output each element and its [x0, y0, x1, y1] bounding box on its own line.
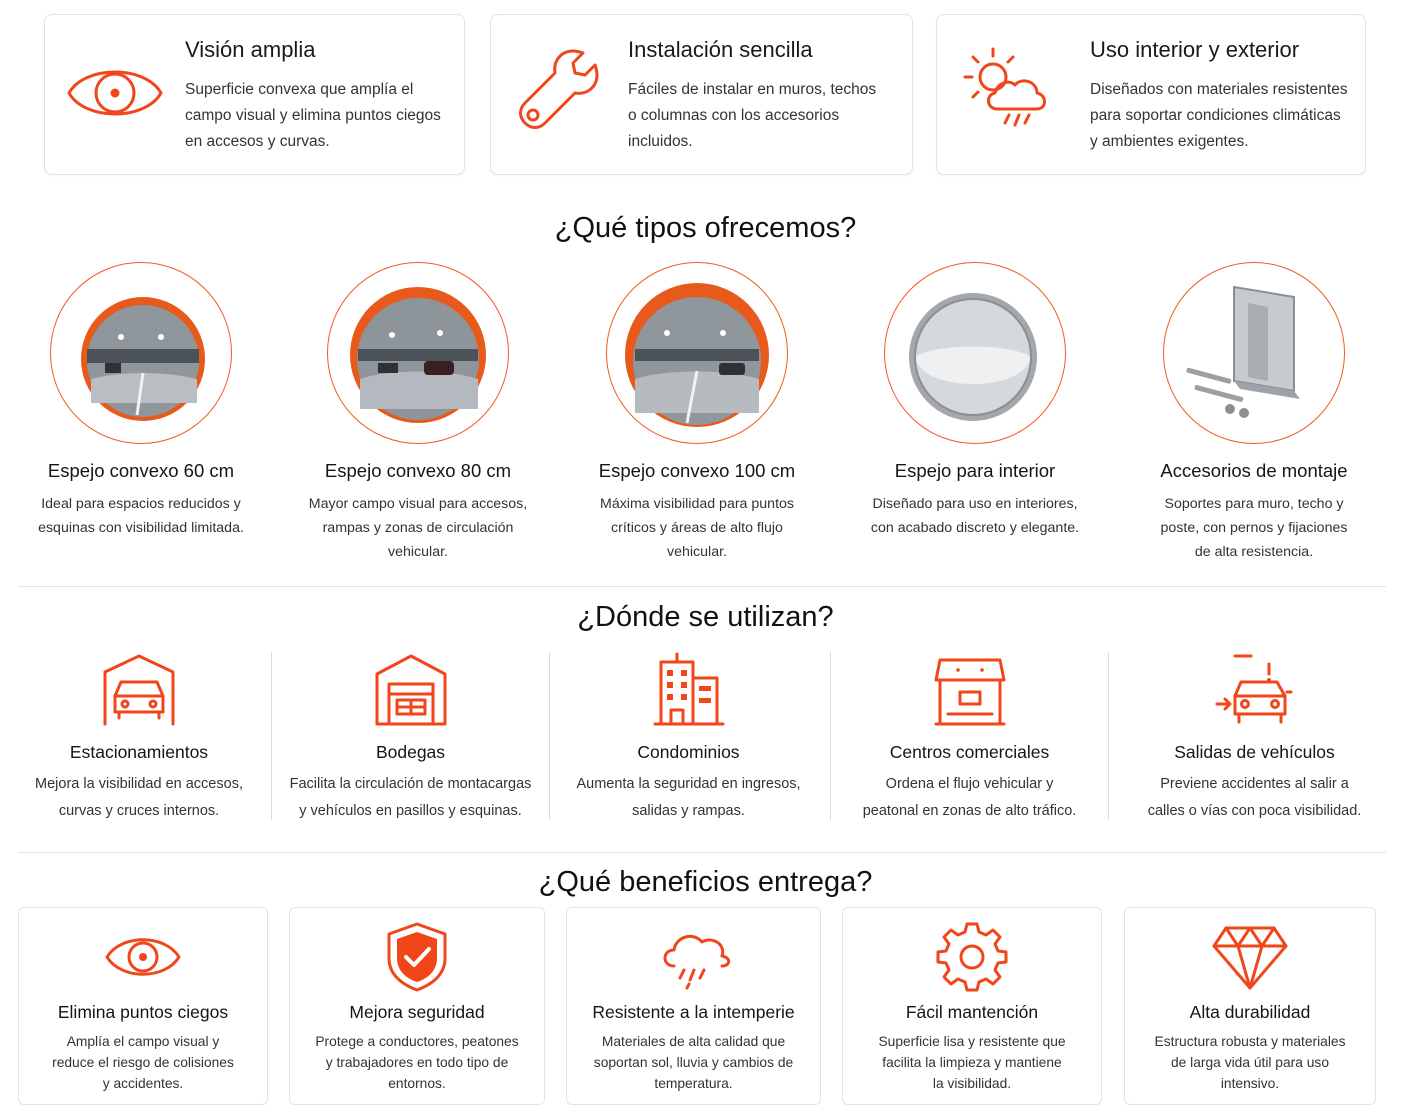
- product-text-line: Soportes para muro, techo y: [1164, 496, 1344, 512]
- product-text: [840, 492, 1110, 540]
- rain-cloud-icon: [654, 922, 734, 992]
- diamond-icon: [1210, 922, 1290, 992]
- product-text-line: esquinas con visibilidad limitada.: [38, 520, 244, 536]
- feature-text-line: para soportar condiciones climáticas: [1090, 107, 1341, 124]
- warehouse-icon: [371, 652, 451, 728]
- use-title: Estacionamientos: [69, 742, 209, 762]
- benefit-text-line: la visibilidad.: [932, 1076, 1012, 1091]
- use-title: Bodegas: [375, 742, 446, 762]
- product-text-line: con acabado discreto y elegante.: [870, 520, 1080, 536]
- product-card[interactable]: [1119, 262, 1389, 564]
- benefit-text-line: entornos.: [388, 1076, 446, 1091]
- use-title: Centros comerciales: [889, 742, 1050, 762]
- benefit-text-line: Materiales de alta calidad que: [601, 1034, 786, 1049]
- benefit-title: Mejora seguridad: [349, 1002, 485, 1022]
- buildings-icon: [649, 652, 729, 728]
- sun-cloud-rain-icon: [957, 39, 1057, 139]
- benefit-title: Elimina puntos ciegos: [57, 1002, 229, 1022]
- use-text-line: y vehículos en pasillos y esquinas.: [299, 803, 522, 819]
- section-divider: [18, 586, 1386, 587]
- feature-text: [1090, 77, 1348, 155]
- feature-text-line: incluidos.: [628, 133, 693, 150]
- product-text-line: de alta resistencia.: [1194, 544, 1314, 560]
- benefit-text-line: reduce el riesgo de colisiones: [52, 1055, 234, 1070]
- use-text-line: Previene accidentes al salir a: [1160, 776, 1349, 792]
- features-row: [44, 14, 1366, 175]
- benefit-text-line: intensivo.: [1220, 1076, 1280, 1091]
- use-text-line: calles o vías con poca visibilidad.: [1147, 803, 1362, 819]
- parking-garage-icon: [99, 652, 179, 728]
- product-image-circle[interactable]: [1163, 262, 1345, 444]
- eye-icon: [65, 43, 165, 143]
- benefit-text: [567, 1031, 820, 1094]
- product-text: [562, 492, 832, 564]
- feature-text-line: Fáciles de instalar en muros, techos: [628, 81, 877, 98]
- product-text-line: vehicular.: [667, 544, 727, 560]
- use-item: [271, 652, 549, 820]
- benefit-text-line: y accidentes.: [102, 1076, 184, 1091]
- feature-text: [185, 77, 441, 155]
- use-text: [550, 771, 827, 825]
- types-heading: ¿Qué tipos ofrecemos?: [554, 212, 857, 244]
- use-title: Condominios: [637, 742, 740, 762]
- feature-card-vision: [44, 14, 465, 175]
- feature-title: Visión amplia: [185, 37, 316, 62]
- product-card[interactable]: [840, 262, 1110, 540]
- product-text-line: Máxima visibilidad para puntos: [600, 496, 794, 512]
- product-text: [6, 492, 276, 540]
- feature-text-line: o columnas con los accesorios: [628, 107, 840, 124]
- benefit-text-line: Amplía el campo visual y: [66, 1034, 220, 1049]
- use-text-line: Ordena el flujo vehicular y: [885, 776, 1054, 792]
- use-text: [831, 771, 1108, 825]
- car-warning-icon: [1215, 652, 1295, 728]
- benefit-text-line: Superficie lisa y resistente que: [878, 1034, 1066, 1049]
- feature-text-line: en accesos y curvas.: [185, 133, 330, 150]
- product-image-circle[interactable]: [327, 262, 509, 444]
- use-item: [0, 652, 278, 820]
- benefit-title: Alta durabilidad: [1189, 1002, 1311, 1022]
- gear-icon: [932, 922, 1012, 992]
- use-item: [830, 652, 1108, 820]
- benefit-card: [18, 907, 268, 1105]
- product-card[interactable]: [562, 262, 832, 564]
- use-text: [272, 771, 549, 825]
- benefit-text-line: Estructura robusta y materiales: [1154, 1034, 1346, 1049]
- feature-text-line: campo visual y elimina puntos ciegos: [185, 107, 441, 124]
- benefit-text-line: Protege a conductores, peatones: [315, 1034, 519, 1049]
- product-text-line: vehicular.: [388, 544, 448, 560]
- product-text-line: Mayor campo visual para accesos,: [308, 496, 528, 512]
- product-image-circle[interactable]: [606, 262, 788, 444]
- benefit-text-line: soportan sol, lluvia y cambios de: [593, 1055, 794, 1070]
- product-text-line: críticos y áreas de alto flujo: [611, 520, 783, 536]
- benefit-title: Fácil mantención: [905, 1002, 1039, 1022]
- use-text: [0, 771, 278, 825]
- shield-check-icon: [377, 922, 457, 992]
- use-text: [1109, 771, 1400, 825]
- product-text-line: poste, con pernos y fijaciones: [1160, 520, 1348, 536]
- product-title: Espejo convexo 80 cm: [324, 460, 512, 481]
- benefit-text-line: facilita la limpieza y mantiene: [882, 1055, 1062, 1070]
- benefit-text-line: temperatura.: [654, 1076, 733, 1091]
- product-title: Espejo para interior: [894, 460, 1056, 481]
- use-item: [549, 652, 827, 820]
- benefit-text: [1125, 1031, 1375, 1094]
- product-text: [283, 492, 553, 564]
- use-text-line: curvas y cruces internos.: [58, 803, 220, 819]
- convex-mirror-image: [607, 263, 788, 444]
- store-icon: [930, 652, 1010, 728]
- uses-heading: ¿Dónde se utilizan?: [577, 601, 834, 633]
- product-text: [1119, 492, 1389, 564]
- mounting-bracket-image: [1164, 263, 1345, 444]
- wrench-icon: [511, 43, 611, 143]
- use-text-line: Facilita la circulación de montacargas: [289, 776, 532, 792]
- use-text-line: Mejora la visibilidad en accesos,: [35, 776, 243, 792]
- section-divider: [18, 852, 1386, 853]
- product-card[interactable]: [6, 262, 276, 540]
- benefit-card: [289, 907, 545, 1105]
- feature-card-indoor-outdoor: [936, 14, 1366, 175]
- eye-icon: [103, 922, 183, 992]
- benefit-text: [290, 1031, 544, 1094]
- benefit-card: [842, 907, 1102, 1105]
- product-title: Accesorios de montaje: [1160, 460, 1348, 481]
- benefit-title: Resistente a la intemperie: [592, 1002, 795, 1022]
- product-text-line: rampas y zonas de circulación: [322, 520, 514, 536]
- feature-title: Uso interior y exterior: [1090, 37, 1300, 62]
- use-text-line: salidas y rampas.: [632, 803, 745, 819]
- product-image-circle[interactable]: [50, 262, 232, 444]
- benefit-text-line: y trabajadores en todo tipo de: [325, 1055, 509, 1070]
- benefits-heading: ¿Qué beneficios entrega?: [538, 866, 873, 898]
- benefit-card: [1124, 907, 1376, 1105]
- feature-text-line: Diseñados con materiales resistentes: [1090, 81, 1348, 98]
- product-card[interactable]: [283, 262, 553, 564]
- feature-text-line: Superficie convexa que amplía el: [185, 81, 414, 98]
- use-text-line: Aumenta la seguridad en ingresos,: [576, 776, 801, 792]
- feature-title: Instalación sencilla: [628, 37, 813, 62]
- benefit-text-line: de larga vida útil para uso: [1171, 1055, 1329, 1070]
- feature-text: [628, 77, 876, 155]
- product-text-line: Ideal para espacios reducidos y: [41, 496, 241, 512]
- use-text-line: peatonal en zonas de alto tráfico.: [862, 803, 1077, 819]
- indoor-mirror-image: [885, 263, 1066, 444]
- benefit-card: [566, 907, 821, 1105]
- product-image-circle[interactable]: [884, 262, 1066, 444]
- product-title: Espejo convexo 60 cm: [47, 460, 235, 481]
- feature-card-installation: [490, 14, 913, 175]
- convex-mirror-image: [328, 263, 509, 444]
- convex-mirror-image: [51, 263, 232, 444]
- feature-text-line: y ambientes exigentes.: [1090, 133, 1249, 150]
- product-text-line: Diseñado para uso en interiores,: [872, 496, 1078, 512]
- use-item: [1108, 652, 1400, 820]
- benefit-text: [843, 1031, 1101, 1094]
- product-title: Espejo convexo 100 cm: [598, 460, 796, 481]
- benefit-text: [19, 1031, 267, 1094]
- use-title: Salidas de vehículos: [1174, 742, 1335, 762]
